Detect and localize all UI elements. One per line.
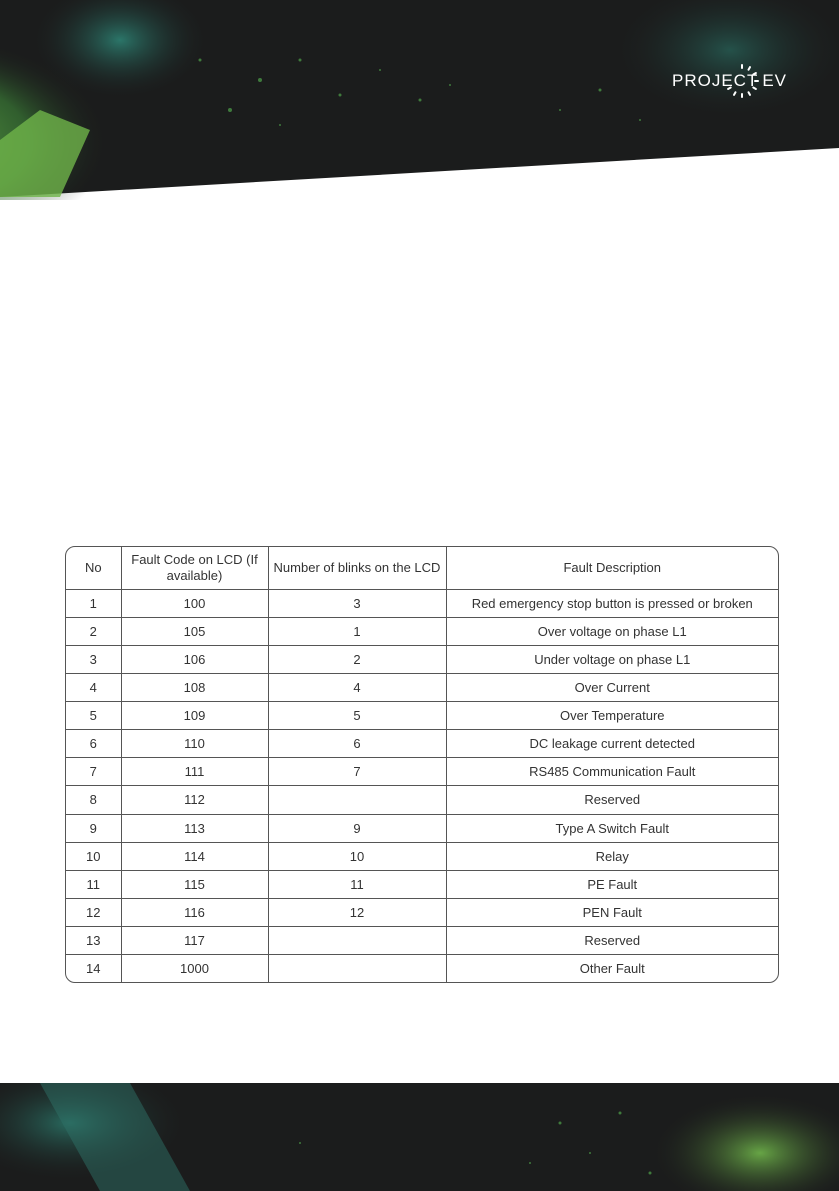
table-row xyxy=(66,674,778,702)
cell-blinks: 11 xyxy=(268,870,446,898)
cell-blinks: 2 xyxy=(268,646,446,674)
cell-description: Under voltage on phase L1 xyxy=(446,646,778,674)
cell-description: DC leakage current detected xyxy=(446,730,778,758)
table-row xyxy=(66,898,778,926)
cell-no: 7 xyxy=(66,758,121,786)
cell-no: 9 xyxy=(66,814,121,842)
table-row xyxy=(66,786,778,814)
cell-fault-code: 106 xyxy=(121,646,268,674)
cell-fault-code: 109 xyxy=(121,702,268,730)
cell-blinks xyxy=(268,786,446,814)
table-row xyxy=(66,954,778,982)
cell-blinks: 7 xyxy=(268,758,446,786)
cell-description: RS485 Communication Fault xyxy=(446,758,778,786)
cell-fault-code: 110 xyxy=(121,730,268,758)
cell-blinks xyxy=(268,926,446,954)
header-fault-code: Fault Code on LCD (If available) xyxy=(121,547,268,590)
header-description: Fault Description xyxy=(446,547,778,590)
table-row xyxy=(66,870,778,898)
table-row xyxy=(66,730,778,758)
cell-no: 2 xyxy=(66,618,121,646)
cell-blinks: 5 xyxy=(268,702,446,730)
cell-no: 5 xyxy=(66,702,121,730)
cell-fault-code: 100 xyxy=(121,590,268,618)
cell-description: Over voltage on phase L1 xyxy=(446,618,778,646)
cell-fault-code: 112 xyxy=(121,786,268,814)
fault-code-table xyxy=(65,546,779,983)
cell-description: Type A Switch Fault xyxy=(446,814,778,842)
cell-no: 4 xyxy=(66,674,121,702)
cell-description: Red emergency stop button is pressed or broken xyxy=(446,590,778,618)
cell-no: 12 xyxy=(66,898,121,926)
cell-no: 6 xyxy=(66,730,121,758)
cell-description: Other Fault xyxy=(446,954,778,982)
cell-no: 14 xyxy=(66,954,121,982)
cell-blinks: 12 xyxy=(268,898,446,926)
brand-suffix: EV xyxy=(762,71,788,90)
cell-no: 1 xyxy=(66,590,121,618)
cell-no: 8 xyxy=(66,786,121,814)
table-row xyxy=(66,618,778,646)
table-row xyxy=(66,758,778,786)
cell-blinks: 6 xyxy=(268,730,446,758)
table-row xyxy=(66,842,778,870)
cell-blinks xyxy=(268,954,446,982)
cell-no: 11 xyxy=(66,870,121,898)
table-row xyxy=(66,590,778,618)
cell-description: Relay xyxy=(446,842,778,870)
footer-banner xyxy=(0,1083,839,1191)
cell-blinks: 3 xyxy=(268,590,446,618)
cell-blinks: 4 xyxy=(268,674,446,702)
cell-blinks: 9 xyxy=(268,814,446,842)
cell-fault-code: 115 xyxy=(121,870,268,898)
cell-no: 10 xyxy=(66,842,121,870)
table-row xyxy=(66,646,778,674)
header-no: No xyxy=(66,547,121,590)
brand-name: PROJECT xyxy=(672,71,759,90)
table-header-row xyxy=(66,547,778,590)
cell-fault-code: 116 xyxy=(121,898,268,926)
logo-ring-icon xyxy=(724,63,760,99)
cell-fault-code: 108 xyxy=(121,674,268,702)
header-blinks: Number of blinks on the LCD xyxy=(268,547,446,590)
cell-blinks: 1 xyxy=(268,618,446,646)
cell-fault-code: 117 xyxy=(121,926,268,954)
cell-fault-code: 105 xyxy=(121,618,268,646)
cell-description: Reserved xyxy=(446,786,778,814)
cell-description: Over Current xyxy=(446,674,778,702)
cell-fault-code: 111 xyxy=(121,758,268,786)
table-row xyxy=(66,926,778,954)
table-row xyxy=(66,814,778,842)
cell-fault-code: 114 xyxy=(121,842,268,870)
cell-blinks: 10 xyxy=(268,842,446,870)
cell-description: Reserved xyxy=(446,926,778,954)
table-row xyxy=(66,702,778,730)
cell-description: Over Temperature xyxy=(446,702,778,730)
cell-no: 13 xyxy=(66,926,121,954)
cell-description: PEN Fault xyxy=(446,898,778,926)
cell-description: PE Fault xyxy=(446,870,778,898)
cell-fault-code: 1000 xyxy=(121,954,268,982)
header-banner xyxy=(0,0,839,200)
cell-fault-code: 113 xyxy=(121,814,268,842)
cell-no: 3 xyxy=(66,646,121,674)
